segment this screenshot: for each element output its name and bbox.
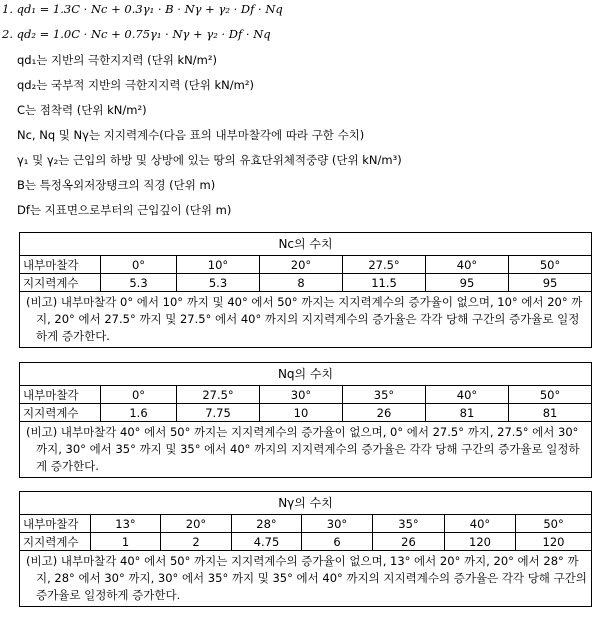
nc-value-cell: 8 — [260, 274, 343, 292]
nq-angle-cell: 50° — [509, 386, 592, 404]
nq-table-title: Nq의 수치 — [20, 363, 592, 386]
nq-coefficient-label: 지지력계수 — [20, 404, 101, 422]
ngamma-angle-cell: 13° — [91, 515, 161, 533]
nc-value-cell: 95 — [426, 274, 509, 292]
ngamma-value-cell: 120 — [516, 533, 592, 551]
nq-angle-cell: 27.5° — [177, 386, 260, 404]
nq-value-cell: 26 — [343, 404, 426, 422]
nc-angle-label: 내부마찰각 — [20, 256, 101, 274]
nc-angle-cell: 50° — [509, 256, 592, 274]
ngamma-value-cell: 4.75 — [232, 533, 302, 551]
nq-angle-cell: 35° — [343, 386, 426, 404]
definition-qd2: qd₂는 국부적 지반의 극한지지력 (단위 kN/m²) — [17, 78, 254, 92]
ngamma-value-cell: 2 — [161, 533, 232, 551]
nq-value-cell: 7.75 — [177, 404, 260, 422]
nq-angle-cell: 0° — [101, 386, 177, 404]
nc-value-cell: 5.3 — [101, 274, 177, 292]
ngamma-angle-cell: 35° — [373, 515, 445, 533]
nc-angle-cell: 0° — [101, 256, 177, 274]
nq-table — [19, 362, 592, 478]
nq-value-cell: 10 — [260, 404, 343, 422]
nc-angle-cell: 20° — [260, 256, 343, 274]
ngamma-value-cell: 26 — [373, 533, 445, 551]
definition-b: B는 특정옥외저장탱크의 직경 (단위 m) — [17, 178, 216, 192]
nc-angle-cell: 40° — [426, 256, 509, 274]
definition-c: C는 점착력 (단위 kN/m²) — [17, 103, 147, 117]
ngamma-note: (비고) 내부마찰각 40° 에서 50° 까지는 지지력계수의 증가율이 없으며, 13° 에서 20° 까지, 20° 에서 28° 까지, 28° 에서 30° 까지, 30° 에서 35° 까지 및 35° 에서 40° 까지의 지지력계수의 증가율은 각각 당해 구간의 증가율로 일정하게 증가한다. — [26, 554, 587, 602]
nc-angle-cell: 27.5° — [343, 256, 426, 274]
ngamma-angle-cell: 20° — [161, 515, 232, 533]
nq-note: (비고) 내부마찰각 40° 에서 50° 까지는 지지력계수의 증가율이 없으며, 0° 에서 27.5° 까지, 27.5° 에서 30° 까지, 30° 에서 35° 까지 및 35° 에서 40° 까지의 지지력계수의 증가율은 각각 당해 구간의 증가율로 일정하게 증가한다. — [26, 425, 580, 473]
definition-coefficients: Nc, Nq 및 Nγ는 지지력계수(다음 표의 내부마찰각에 따라 구한 수치) — [17, 128, 365, 142]
nq-angle-cell: 40° — [426, 386, 509, 404]
formula-1: 1. qd₁ = 1.3C · Nc + 0.3γ₁ · B · Nγ + γ₂ · Df · Nq — [2, 2, 283, 16]
ngamma-angle-label: 내부마찰각 — [20, 515, 91, 533]
ngamma-angle-cell: 28° — [232, 515, 302, 533]
ngamma-angle-cell: 40° — [445, 515, 516, 533]
nq-value-cell: 1.6 — [101, 404, 177, 422]
nc-angle-cell: 10° — [177, 256, 260, 274]
ngamma-angle-cell: 50° — [516, 515, 592, 533]
formula-2: 2. qd₂ = 1.0C · Nc + 0.75γ₁ · Nγ + γ₂ · Df · Nq — [2, 27, 271, 41]
ngamma-coefficient-label: 지지력계수 — [20, 533, 91, 551]
definition-qd1: qd₁는 지반의 극한지지력 (단위 kN/m²) — [17, 53, 217, 67]
ngamma-value-cell: 1 — [91, 533, 161, 551]
definition-gamma: γ₁ 및 γ₂는 근입의 하방 및 상방에 있는 땅의 유효단위체적중량 (단위 kN/m³) — [17, 153, 402, 167]
nc-table-title: Nc의 수치 — [20, 233, 592, 256]
nq-angle-cell: 30° — [260, 386, 343, 404]
ngamma-table — [19, 491, 592, 607]
nc-note: (비고) 내부마찰각 0° 에서 10° 까지 및 40° 에서 50° 까지는 지지력계수의 증가율이 없으며, 10° 에서 20° 까지, 20° 에서 27.5° 까지 및 27.5° 에서 40° 까지의 지지력계수의 증가율은 각각 당해 구간의 증가율로 일정하게 증가한다. — [26, 295, 583, 343]
nq-value-cell: 81 — [509, 404, 592, 422]
nq-angle-label: 내부마찰각 — [20, 386, 101, 404]
nc-value-cell: 11.5 — [343, 274, 426, 292]
ngamma-table-title: Nγ의 수치 — [20, 492, 592, 515]
nc-coefficient-label: 지지력계수 — [20, 274, 101, 292]
nc-table — [19, 232, 592, 348]
nq-value-cell: 81 — [426, 404, 509, 422]
definition-df: Df는 지표면으로부터의 근입깊이 (단위 m) — [17, 203, 232, 217]
nc-value-cell: 95 — [509, 274, 592, 292]
ngamma-angle-cell: 30° — [302, 515, 373, 533]
ngamma-value-cell: 6 — [302, 533, 373, 551]
nc-value-cell: 5.3 — [177, 274, 260, 292]
ngamma-value-cell: 120 — [445, 533, 516, 551]
